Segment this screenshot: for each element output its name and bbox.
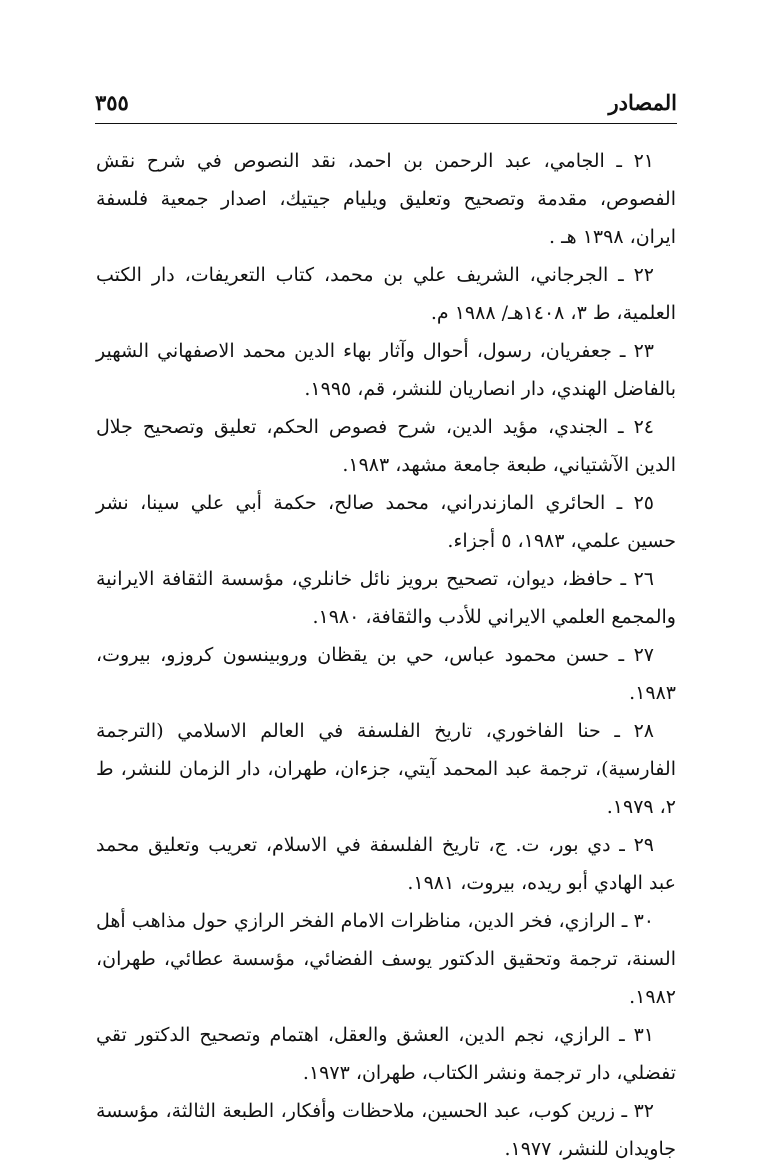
bibliography-entry-22: ٢٢ ـ الجرجاني، الشريف علي بن محمد، كتاب التعريفات، دار الكتب العلمية، ط ٣، ١٤٠٨هـ/ ١٩٨٨ م.	[96, 264, 676, 324]
page-header	[95, 88, 677, 118]
page-number: ٣٥٥	[95, 90, 129, 115]
bibliography-entry-27: ٢٧ ـ حسن محمود عباس، حي بن يقظان وروبينسون كروزو، بيروت، ١٩٨٣.	[96, 644, 676, 704]
section-title: المصادر	[608, 90, 677, 115]
bibliography-entry-21: ٢١ ـ الجامي، عبد الرحمن بن احمد، نقد النصوص في شرح نقش الفصوص، مقدمة وتصحيح وتعليق ويليام جيتيك، اصدار جمعية فلسفة ايران، ١٣٩٨ هـ .	[96, 150, 676, 248]
bibliography-entry-31: ٣١ ـ الرازي، نجم الدين، العشق والعقل، اهتمام وتصحيح الدكتور تقي تفضلي، دار ترجمة ونشر الكتاب، طهران، ١٩٧٣.	[96, 1024, 676, 1084]
bibliography-entry-32: ٣٢ ـ زرين كوب، عبد الحسين، ملاحظات وأفكار، الطبعة الثالثة، مؤسسة جاويدان للنشر، ١٩٧٧.	[96, 1100, 676, 1160]
bibliography-entry-28: ٢٨ ـ حنا الفاخوري، تاريخ الفلسفة في العالم الاسلامي (الترجمة الفارسية)، ترجمة عبد المحمد آيتي، جزءان، طهران، دار الزمان للنشر، ط ٢، ١٩٧٩.	[96, 720, 676, 818]
bibliography-entry-25: ٢٥ ـ الحائري المازندراني، محمد صالح، حكمة أبي علي سينا، نشر حسين علمي، ١٩٨٣، ٥ أجزاء.	[96, 492, 676, 552]
bibliography-list	[96, 142, 676, 1168]
header-rule	[95, 123, 677, 124]
bibliography-entry-30: ٣٠ ـ الرازي، فخر الدين، مناظرات الامام الفخر الرازي حول مذاهب أهل السنة، ترجمة وتحقيق الدكتور يوسف الفضائي، مؤسسة عطائي، طهران، ١٩٨٢.	[96, 910, 676, 1008]
bibliography-entry-29: ٢٩ ـ دي بور، ت. ج، تاريخ الفلسفة في الاسلام، تعريب وتعليق محمد عبد الهادي أبو ريده، بيروت، ١٩٨١.	[96, 834, 676, 894]
bibliography-entry-24: ٢٤ ـ الجندي، مؤيد الدين، شرح فصوص الحكم، تعليق وتصحيح جلال الدين الآشتياني، طبعة جامعة مشهد، ١٩٨٣.	[96, 416, 676, 476]
bibliography-entry-26: ٢٦ ـ حافظ، ديوان، تصحيح برويز نائل خانلري، مؤسسة الثقافة الايرانية والمجمع العلمي الايراني للأدب والثقافة، ١٩٨٠.	[96, 568, 676, 628]
bibliography-entry-23: ٢٣ ـ جعفريان، رسول، أحوال وآثار بهاء الدين محمد الاصفهاني الشهير بالفاضل الهندي، دار انصاريان للنشر، قم، ١٩٩٥.	[96, 340, 676, 400]
